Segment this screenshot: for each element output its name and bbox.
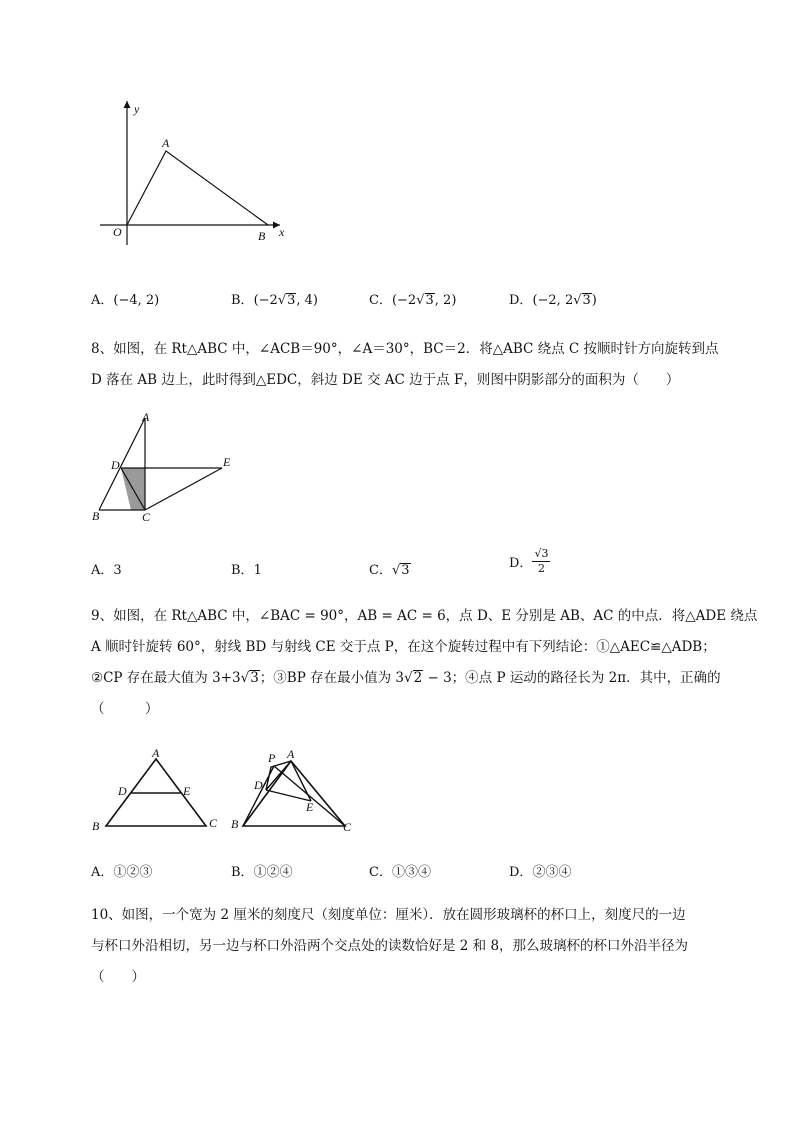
label-d: D	[254, 778, 263, 792]
label-d: D	[118, 784, 127, 798]
q9-line-2: A 顺时针旋转 60°，射线 BD 与射线 CE 交于点 P，在这个旋转过程中有下列结论：①△AEC≌△ADB；	[91, 639, 716, 655]
label-c: C	[142, 510, 151, 524]
label-b: B	[258, 229, 266, 243]
q7-option-d: D．(−2, 2√3)	[509, 293, 597, 308]
question-10	[91, 900, 751, 993]
q9-option-c: C．①③④	[369, 865, 431, 880]
label-x: x	[279, 225, 285, 239]
q9-option-d: D．②③④	[509, 865, 572, 880]
q7-figure	[96, 95, 296, 250]
label-b: B	[92, 819, 100, 833]
q8-option-c: C．√3	[369, 563, 410, 578]
question-9	[91, 601, 758, 725]
q10-line-1: 10、如图，一个宽为 2 厘米的刻度尺（刻度单位：厘米）．放在圆形玻璃杯的杯口上，刻度尺的一边	[91, 907, 686, 923]
q10-line-3: （ ）	[91, 969, 145, 985]
label-c: C	[209, 816, 218, 830]
q7-option-a: A．(−4, 2)	[91, 293, 160, 308]
q9-figure-1	[88, 745, 228, 835]
q7-option-c: C．(−2√3, 2)	[369, 293, 457, 308]
q9-line-4: （ ）	[91, 701, 159, 717]
label-p: P	[268, 751, 276, 765]
q8-line-2: D 落在 AB 边上，此时得到△EDC，斜边 DE 交 AC 边于点 F，则图中阴影部分的面积为（ ）	[91, 372, 680, 388]
label-b: B	[92, 509, 100, 523]
question-8	[91, 334, 751, 396]
label-y: y	[134, 102, 140, 116]
q10-line-2: 与杯口外沿相切，另一边与杯口外沿两个交点处的读数恰好是 2 和 8，那么玻璃杯的杯口外沿半径为	[91, 938, 689, 954]
q9-figure-2	[226, 745, 366, 835]
q9-option-b: B．①②④	[231, 865, 293, 880]
q8-option-b: B．1	[231, 563, 262, 578]
label-c: C	[343, 820, 352, 834]
label-o: O	[113, 225, 122, 239]
label-a: A	[287, 747, 295, 761]
triangle-oab	[127, 151, 268, 225]
label-a: A	[152, 746, 160, 760]
label-e: E	[183, 784, 191, 798]
q8-line-1: 8、如图，在 Rt△ABC 中，∠ACB＝90°，∠A＝30°，BC＝2．将△ABC 绕点 C 按顺时针方向旋转到点	[91, 341, 719, 357]
label-e: E	[306, 800, 314, 814]
q9-line-3: ②CP 存在最大值为 3+3√3；③BP 存在最小值为 3√2 − 3；④点 P 运动的路径长为 2π．其中，正确的	[91, 670, 721, 686]
label-e: E	[223, 455, 231, 469]
label-a: A	[162, 136, 170, 150]
label-a: A	[142, 410, 150, 424]
q9-option-a: A．①②③	[91, 865, 153, 880]
label-d: D	[111, 458, 120, 472]
q7-option-b: B．(−2√3, 4)	[231, 293, 318, 308]
label-b: B	[231, 817, 239, 831]
q8-option-a: A．3	[91, 563, 122, 578]
q8-option-d: D． $\frac{√3}{2}$	[509, 547, 549, 575]
q9-line-1: 9、如图，在 Rt△ABC 中，∠BAC = 90°，AB = AC = 6，点 D、E 分别是 AB、AC 的中点．将△ADE 绕点	[91, 608, 758, 624]
q8-figure	[88, 410, 248, 525]
